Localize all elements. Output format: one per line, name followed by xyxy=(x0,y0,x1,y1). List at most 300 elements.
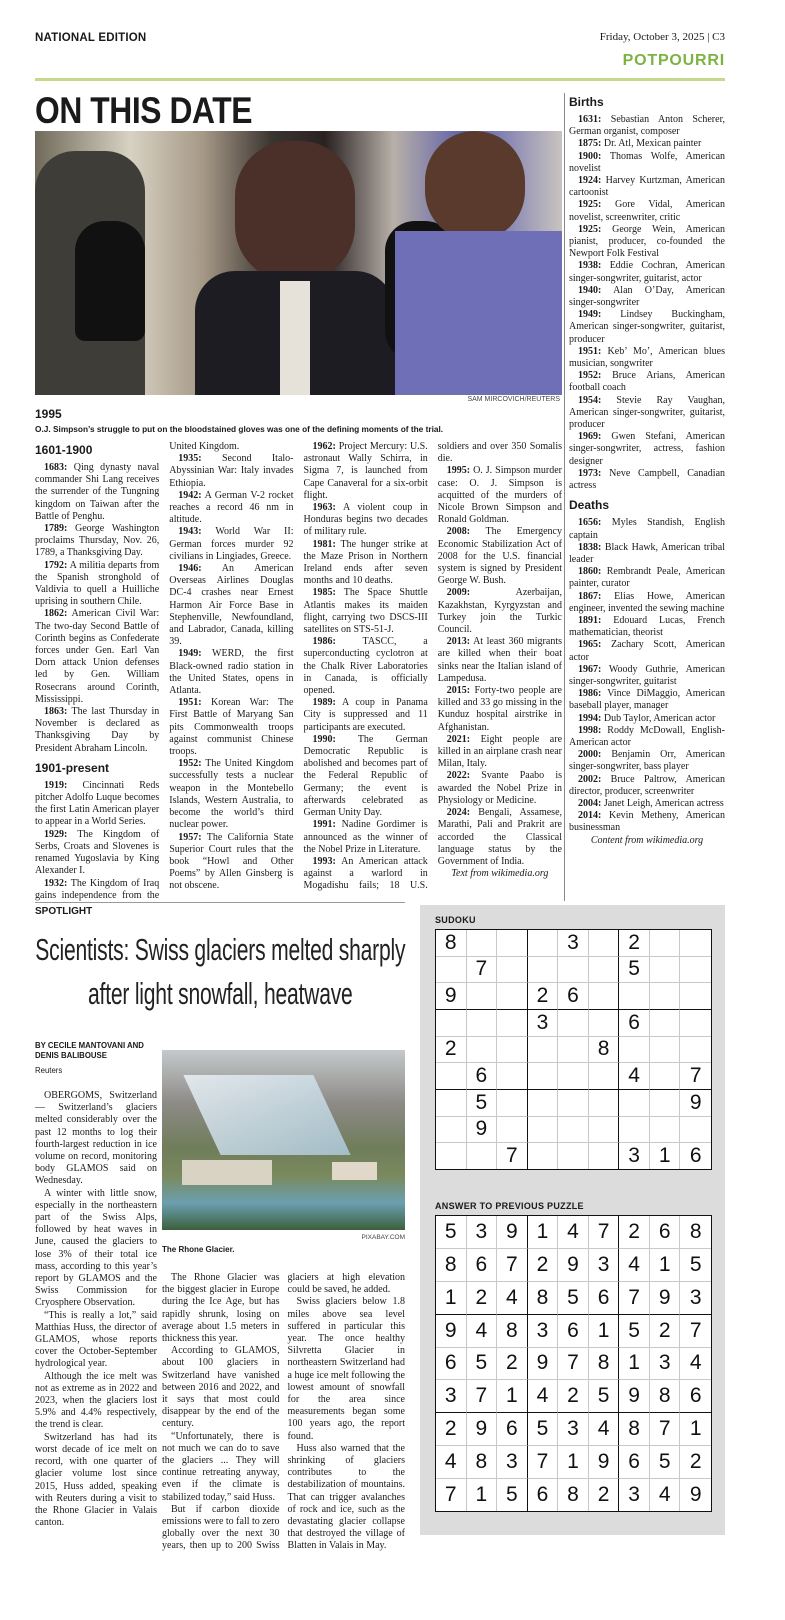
event-text: Harvey Kurtzman, American cartoonist xyxy=(569,175,725,199)
event-year: 1969: xyxy=(578,431,602,443)
sudoku-cell: 5 xyxy=(589,1380,620,1413)
event-entry xyxy=(438,770,562,807)
event-entry xyxy=(569,688,725,712)
event-entry xyxy=(169,697,293,758)
sudoku-cell[interactable] xyxy=(558,957,589,984)
event-year: 1954: xyxy=(578,394,602,406)
event-text: Nadine Gordimer is announced as the winner of the Nobel Prize in Literature. xyxy=(303,819,428,855)
event-text: Alan O’Day, American singer-songwriter xyxy=(569,284,726,309)
sudoku-cell: 9 xyxy=(528,1348,559,1381)
event-year: 1986: xyxy=(312,636,336,648)
sudoku-cell: 8 xyxy=(589,1348,620,1381)
event-entry xyxy=(569,713,725,725)
sudoku-cell: 7 xyxy=(680,1315,711,1348)
sudoku-cell[interactable] xyxy=(589,930,620,957)
sudoku-cell: 8 xyxy=(528,1282,559,1315)
event-entry xyxy=(569,260,725,284)
sudoku-grid xyxy=(435,929,712,1170)
sudoku-cell[interactable] xyxy=(650,983,681,1010)
sudoku-label: SUDOKU xyxy=(435,915,476,925)
sudoku-cell[interactable] xyxy=(680,983,711,1010)
event-text: Second Italo-Abyssinian War: Italy invades Ethiopia. xyxy=(169,453,294,489)
event-year: 2014: xyxy=(578,810,602,822)
sudoku-cell: 4 xyxy=(589,1413,620,1446)
sudoku-cell[interactable] xyxy=(436,1090,467,1117)
sudoku-cell: 7 xyxy=(589,1216,620,1249)
event-text: A violent coup in Honduras begins two decades of military rule. xyxy=(303,502,428,538)
event-year: 1875: xyxy=(578,138,602,150)
event-entry xyxy=(569,749,725,773)
event-text: George Washington proclaims Thursday, Nov. 26, 1789, a Thanksgiving Day. xyxy=(35,523,160,559)
sudoku-cell: 6 xyxy=(589,1282,620,1315)
event-text: The California State Superior Court rules that the book “Howl and Other Poems” by Allen Ginsberg is not obscene. xyxy=(169,831,294,892)
sudoku-cell: 5 xyxy=(467,1090,498,1117)
event-entry xyxy=(169,526,293,563)
event-text: Forty-two people are killed and 33 go missing in the Kunduz hospital airstrike in Afghanistan. xyxy=(437,685,562,733)
event-text: Korean War: The First Battle of Maryang San pits Commonwealth troops against communist Chinese troops. xyxy=(169,697,294,758)
sudoku-cell[interactable] xyxy=(558,1143,589,1169)
event-entry xyxy=(569,151,725,175)
event-entry xyxy=(438,734,562,771)
sudoku-cell: 9 xyxy=(497,1216,528,1249)
article-paragraph: The Rhone Glacier was the biggest glacier in Europe during the Ice Age, but has rapidly shrunk, losing on average about 1.5 meters in thickness this year. xyxy=(162,1272,280,1345)
sudoku-cell[interactable] xyxy=(497,930,528,957)
event-year: 1919: xyxy=(44,779,68,791)
sudoku-cell[interactable] xyxy=(558,1063,589,1090)
event-year: 1957: xyxy=(178,831,202,843)
sudoku-cell: 1 xyxy=(589,1315,620,1348)
sudoku-cell: 5 xyxy=(558,1282,589,1315)
sudoku-cell: 9 xyxy=(467,1117,498,1144)
event-entry xyxy=(304,502,428,539)
sudoku-cell: 5 xyxy=(497,1479,528,1511)
event-text: Eddie Cochran, American singer-songwriter, guitarist, actor xyxy=(569,260,725,284)
header-rule xyxy=(35,78,725,81)
sudoku-cell: 2 xyxy=(619,930,650,957)
sudoku-cell: 3 xyxy=(589,1249,620,1282)
event-year: 1656: xyxy=(578,517,602,529)
event-year: 2015: xyxy=(446,685,471,697)
event-text: Myles Standish, English captain xyxy=(569,517,725,541)
event-year: 1989: xyxy=(312,697,336,709)
event-entry xyxy=(569,664,725,688)
agency: Reuters xyxy=(35,1066,63,1075)
sudoku-cell: 9 xyxy=(619,1380,650,1413)
event-year: 1998: xyxy=(578,724,602,736)
sudoku-cell[interactable] xyxy=(467,1143,498,1169)
sudoku-cell[interactable] xyxy=(650,930,681,957)
event-text: Gore Vidal, American novelist, screenwriter, critic xyxy=(569,199,725,223)
sudoku-cell[interactable] xyxy=(497,1010,528,1037)
event-year: 1965: xyxy=(578,639,602,651)
sudoku-cell: 4 xyxy=(436,1446,467,1479)
event-text: O. J. Simpson murder case: O. J. Simpson is acquitted of the murders of Nicole Brown Simpson and Ronald Goldman. xyxy=(437,465,563,526)
event-year: 1925: xyxy=(578,199,602,211)
sudoku-cell[interactable] xyxy=(558,1090,589,1117)
sudoku-cell: 7 xyxy=(467,957,498,984)
event-text: Gwen Stefani, American singer-songwriter, actress, fashion designer xyxy=(569,431,725,467)
article-paragraph: A winter with little snow, especially in the northeastern part of the Swiss Alps, followed by heat waves in June, caused the glaciers to lose 3% of their total ice mass, according to this year’s report by GLAMOS and the Swiss Commission for Cryosphere Observation. xyxy=(35,1187,157,1309)
sudoku-cell[interactable] xyxy=(436,1143,467,1169)
event-year: 1995: xyxy=(446,465,471,477)
column-divider xyxy=(564,93,565,901)
sudoku-cell[interactable] xyxy=(436,1010,467,1037)
event-entry xyxy=(569,175,725,199)
event-entry xyxy=(569,138,725,150)
sudoku-cell[interactable] xyxy=(650,957,681,984)
event-entry xyxy=(569,517,725,541)
sudoku-cell: 6 xyxy=(497,1413,528,1446)
event-year: 1943: xyxy=(178,526,202,538)
event-text: The Kingdom of Serbs, Croats and Slovenes is renamed Yugoslavia by King Alexander I. xyxy=(35,828,160,877)
event-entry xyxy=(569,224,725,261)
event-entry xyxy=(35,780,159,829)
event-year: 1985: xyxy=(312,587,336,599)
event-entry xyxy=(569,566,725,590)
sudoku-cell[interactable] xyxy=(589,1090,620,1117)
event-entry xyxy=(569,395,725,432)
sudoku-cell[interactable] xyxy=(619,1117,650,1144)
event-text: The Kingdom of Iraq gains independence from the United Kingdom. xyxy=(35,441,240,901)
sudoku-cell: 6 xyxy=(467,1249,498,1282)
sudoku-cell: 6 xyxy=(467,1063,498,1090)
event-year: 1951: xyxy=(178,697,202,709)
sudoku-cell: 8 xyxy=(436,1249,467,1282)
sudoku-cell[interactable] xyxy=(650,1117,681,1144)
event-year: 2008: xyxy=(446,526,471,538)
event-text: Neve Campbell, Canadian actress xyxy=(569,467,726,492)
sudoku-cell: 2 xyxy=(467,1282,498,1315)
event-entry xyxy=(569,542,725,566)
sudoku-cell[interactable] xyxy=(528,930,559,957)
event-text: The last Thursday in November is declared as Thanksgiving Day by President Abraham Lincoln. xyxy=(35,706,160,754)
sudoku-cell[interactable] xyxy=(528,1117,559,1144)
sudoku-cell[interactable] xyxy=(497,1063,528,1090)
sudoku-cell[interactable] xyxy=(589,957,620,984)
event-text: Project Mercury: U.S. astronaut Wally Schirra, in Sigma 7, is launched from Cape Canaveral for a six-orbit flight. xyxy=(303,441,428,501)
event-year: 2024: xyxy=(446,807,471,819)
event-year: 1631: xyxy=(578,114,602,125)
sudoku-cell[interactable] xyxy=(650,1010,681,1037)
event-text: Cincinnati Reds pitcher Adolfo Luque becomes the first Latin American player to appear in a World Series. xyxy=(35,779,160,828)
rhone-glacier-photo xyxy=(162,1050,405,1230)
sudoku-cell: 8 xyxy=(436,930,467,957)
event-entry xyxy=(304,539,428,588)
sudoku-cell: 2 xyxy=(650,1315,681,1348)
page-date: Friday, October 3, 2025 | C3 xyxy=(599,31,725,43)
sudoku-cell: 2 xyxy=(619,1216,650,1249)
sudoku-cell[interactable] xyxy=(528,957,559,984)
sudoku-cell[interactable] xyxy=(558,1117,589,1144)
photo-credit: SAM MIRCOVICH/REUTERS xyxy=(467,396,560,403)
sudoku-cell[interactable] xyxy=(467,1037,498,1064)
event-text: Bruce Arians, American football coach xyxy=(569,370,725,394)
section-heading: Deaths xyxy=(569,498,610,513)
article-paragraph: “Unfortunately, there is not much we can do to save the glaciers ... They will continue retreating anyway, even if the climate is stabilized today,” said Huss. xyxy=(162,1430,280,1503)
event-text: An American Overseas Airlines Douglas DC-4 crashes near Ernest Harmon Air Force Base in Stephenville, Newfoundland, and Labrador, Canada, killing 39. xyxy=(169,563,294,648)
sudoku-cell: 5 xyxy=(467,1348,498,1381)
sudoku-cell[interactable] xyxy=(436,1063,467,1090)
event-year: 1900: xyxy=(578,150,602,162)
event-text: A German V-2 rocket reaches a record 46 nm in altitude. xyxy=(169,489,294,526)
event-year: 2002: xyxy=(578,773,602,785)
event-text: Rembrandt Peale, American painter, curator xyxy=(569,566,726,590)
sudoku-cell: 6 xyxy=(436,1348,467,1381)
sudoku-cell: 3 xyxy=(528,1315,559,1348)
event-year: 1962: xyxy=(312,441,336,452)
event-text: An American attack against a warlord in Mogadishu fails; 18 U.S. soldiers and over 350 Somalis die. xyxy=(303,441,562,892)
event-year: 1946: xyxy=(178,563,202,575)
event-entry xyxy=(35,608,159,706)
sudoku-cell: 3 xyxy=(528,1010,559,1037)
event-year: 1942: xyxy=(178,489,202,501)
event-text: Woody Guthrie, American singer-songwriter, guitarist xyxy=(569,663,725,687)
sudoku-cell: 3 xyxy=(619,1143,650,1169)
event-entry xyxy=(569,774,725,798)
sudoku-cell[interactable] xyxy=(680,1037,711,1064)
event-year: 1940: xyxy=(578,284,602,296)
event-entry xyxy=(304,636,428,697)
sudoku-cell[interactable] xyxy=(589,1143,620,1169)
article-paragraph: According to GLAMOS, about 100 glaciers in Switzerland have vanished between 2016 and 2022, and it says that most could disappear by the end of the century. xyxy=(162,1345,280,1430)
sudoku-cell: 4 xyxy=(650,1479,681,1511)
sudoku-cell: 3 xyxy=(558,1413,589,1446)
event-text: A militia departs from the Spanish stronghold of Valdivia to quell a Huilliche uprising in southern Chile. xyxy=(35,559,160,608)
event-entry xyxy=(304,734,428,819)
caption-year: 1995 xyxy=(35,407,62,421)
event-entry xyxy=(569,346,725,370)
article-paragraph: Swiss glaciers below 1.8 miles above sea level suffered in particular this year. The once healthy Silvretta Glacier in northeastern Switzerland had a huge ice melt following the lowest amount of snowfall for the area since measurements began some 100 years ago, the report found. xyxy=(287,1296,405,1442)
sudoku-cell[interactable] xyxy=(680,1117,711,1144)
event-text: Svante Paabo is awarded the Nobel Prize in Physiology or Medicine. xyxy=(437,770,563,806)
event-entry xyxy=(35,706,159,755)
sudoku-cell: 6 xyxy=(680,1380,711,1413)
event-year: 1949: xyxy=(578,309,602,321)
event-year: 1938: xyxy=(578,260,602,272)
event-year: 1862: xyxy=(44,608,68,620)
sudoku-cell: 8 xyxy=(680,1216,711,1249)
event-entry xyxy=(35,560,159,609)
event-entry xyxy=(169,832,293,893)
event-text: Kevin Metheny, American businessman xyxy=(569,810,725,834)
event-year: 1891: xyxy=(578,614,602,626)
article-column-1 xyxy=(35,1090,157,1529)
event-text: The Space Shuttle Atlantis makes its maiden flight, carrying two DSCS-III satellites on STS-51-J. xyxy=(303,587,428,636)
sudoku-cell: 2 xyxy=(497,1348,528,1381)
event-year: 1789: xyxy=(44,523,68,535)
sudoku-cell[interactable] xyxy=(650,1063,681,1090)
sudoku-cell: 8 xyxy=(558,1479,589,1511)
sudoku-cell: 8 xyxy=(619,1413,650,1446)
sudoku-cell[interactable] xyxy=(558,1037,589,1064)
event-text: Dr. Atl, Mexican painter xyxy=(603,138,702,150)
event-entry xyxy=(304,587,428,636)
sudoku-cell: 3 xyxy=(467,1216,498,1249)
sudoku-cell[interactable] xyxy=(528,1063,559,1090)
sudoku-cell[interactable] xyxy=(528,1090,559,1117)
event-entry xyxy=(569,431,725,468)
event-year: 1986: xyxy=(578,688,602,700)
sudoku-cell[interactable] xyxy=(497,1037,528,1064)
event-text: Bruce Paltrow, American director, producer, screenwriter xyxy=(569,773,725,797)
sudoku-cell[interactable] xyxy=(680,1010,711,1037)
event-entry xyxy=(169,453,293,490)
sudoku-cell: 7 xyxy=(680,1063,711,1090)
trial-photo xyxy=(35,131,562,395)
event-entry xyxy=(438,526,562,587)
article-paragraph: OBERGOMS, Switzerland — Switzerland’s glaciers melted considerably over the past 12 months to log their fourth-largest reduction in ice volume on record, monitoring body GLAMOS said on Wednesday. xyxy=(35,1090,157,1187)
event-entry xyxy=(304,697,428,734)
sudoku-cell[interactable] xyxy=(467,930,498,957)
event-year: 2013: xyxy=(446,636,471,648)
sudoku-cell: 3 xyxy=(558,930,589,957)
sudoku-cell: 5 xyxy=(436,1216,467,1249)
event-entry xyxy=(169,758,293,831)
sudoku-cell: 1 xyxy=(558,1446,589,1479)
event-year: 2021: xyxy=(446,733,471,745)
sudoku-cell: 9 xyxy=(558,1249,589,1282)
sudoku-cell: 7 xyxy=(436,1479,467,1511)
sudoku-cell: 8 xyxy=(589,1037,620,1064)
sudoku-cell: 7 xyxy=(528,1446,559,1479)
event-year: 2009: xyxy=(446,587,471,599)
sudoku-cell[interactable] xyxy=(589,983,620,1010)
sudoku-cell[interactable] xyxy=(619,1037,650,1064)
sudoku-cell[interactable] xyxy=(619,1090,650,1117)
sudoku-cell: 9 xyxy=(680,1090,711,1117)
event-entry xyxy=(169,490,293,527)
event-text: Keb’ Mo’, American blues musician, songwriter xyxy=(569,345,726,370)
sudoku-cell: 5 xyxy=(619,1315,650,1348)
sudoku-cell: 5 xyxy=(650,1446,681,1479)
sudoku-cell: 7 xyxy=(467,1380,498,1413)
sudoku-cell: 1 xyxy=(467,1479,498,1511)
event-entry xyxy=(438,465,562,526)
sudoku-cell[interactable] xyxy=(467,983,498,1010)
event-entry xyxy=(569,370,725,394)
answer-grid xyxy=(435,1215,712,1512)
headline-text: Scientists: Swiss glaciers melted sharply after light snowfall, heatwave xyxy=(35,932,406,1011)
event-entry xyxy=(569,615,725,639)
event-entry xyxy=(569,591,725,615)
event-year: 1994: xyxy=(578,712,602,724)
sudoku-cell[interactable] xyxy=(528,1037,559,1064)
event-text: Edouard Lucas, French mathematician, theorist xyxy=(569,614,725,639)
sudoku-cell[interactable] xyxy=(467,1010,498,1037)
event-year: 1990: xyxy=(312,733,336,745)
spotlight-rule xyxy=(35,902,405,903)
photo-caption: The Rhone Glacier. xyxy=(162,1245,235,1254)
sudoku-cell: 1 xyxy=(619,1348,650,1381)
sudoku-cell: 7 xyxy=(497,1143,528,1169)
event-year: 1952: xyxy=(178,758,202,770)
event-entry xyxy=(169,563,293,648)
sudoku-cell: 1 xyxy=(680,1413,711,1446)
event-text: American Civil War: The two-day Second Battle of Corinth begins as Confederate forces under Gen. Earl Van Dorn attack Union defenses led by Gen. William Rosecrans around Corinth, Mississippi. xyxy=(35,608,160,705)
sudoku-cell[interactable] xyxy=(650,1090,681,1117)
sudoku-cell: 4 xyxy=(528,1380,559,1413)
event-year: 1792: xyxy=(44,559,68,571)
sudoku-cell[interactable] xyxy=(680,930,711,957)
event-year: 1967: xyxy=(578,663,602,675)
event-year: 1993: xyxy=(312,855,336,867)
sudoku-cell: 3 xyxy=(619,1479,650,1511)
article-columns xyxy=(162,1272,405,1553)
on-this-date-events xyxy=(35,441,562,902)
event-text: A coup in Panama City is suppressed and 11 participants are executed. xyxy=(303,697,428,733)
event-entry xyxy=(569,639,725,663)
sudoku-cell: 6 xyxy=(689,1144,702,1168)
sudoku-cell[interactable] xyxy=(436,1117,467,1144)
event-text: Benjamin Orr, American singer-songwriter, bass player xyxy=(569,749,725,773)
section-title: POTPOURRI xyxy=(622,52,725,69)
sudoku-cell[interactable] xyxy=(680,957,711,984)
byline: BY CECILE MANTOVANI AND DENIS BALIBOUSE xyxy=(35,1041,144,1060)
event-text: World War II: German forces murder 92 civilians in Lingiades, Greece. xyxy=(169,526,294,562)
event-year: 1929: xyxy=(44,828,68,840)
sudoku-cell: 1 xyxy=(497,1380,528,1413)
sudoku-cell: 3 xyxy=(497,1446,528,1479)
event-year: 2004: xyxy=(578,797,602,809)
section-heading: 1901-present xyxy=(35,760,110,775)
sudoku-cell[interactable] xyxy=(497,1117,528,1144)
sudoku-cell: 3 xyxy=(650,1348,681,1381)
sudoku-cell[interactable] xyxy=(497,1090,528,1117)
event-text: Black Hawk, American tribal leader xyxy=(569,541,726,565)
sudoku-cell[interactable] xyxy=(497,983,528,1010)
sudoku-cell: 8 xyxy=(497,1315,528,1348)
event-year: 2022: xyxy=(446,770,471,782)
event-entry xyxy=(438,807,562,868)
event-entry xyxy=(569,798,725,810)
event-entry xyxy=(569,199,725,223)
event-year: 1951: xyxy=(578,345,602,357)
event-year: 1867: xyxy=(578,590,602,602)
event-entry xyxy=(569,285,725,309)
sudoku-cell: 6 xyxy=(650,1216,681,1249)
event-entry xyxy=(569,725,725,749)
event-year: 1924: xyxy=(578,175,602,187)
answer-label: ANSWER TO PREVIOUS PUZZLE xyxy=(435,1201,584,1211)
sudoku-cell: 8 xyxy=(650,1380,681,1413)
sudoku-cell[interactable] xyxy=(589,1117,620,1144)
sudoku-cell: 4 xyxy=(619,1249,650,1282)
event-year: 1935: xyxy=(178,453,202,465)
sudoku-cell: 2 xyxy=(528,983,559,1010)
sudoku-cell: 2 xyxy=(558,1380,589,1413)
sudoku-cell[interactable] xyxy=(528,1143,559,1169)
sudoku-cell: 5 xyxy=(680,1249,711,1282)
event-text: Azerbaijan, Kazakhstan, Kyrgyzstan and Turkey join the Turkic Council. xyxy=(437,587,562,636)
sudoku-cell[interactable] xyxy=(650,1037,681,1064)
source-note: Text from wikimedia.org xyxy=(451,868,549,880)
sudoku-cell: 9 xyxy=(650,1282,681,1315)
sudoku-cell[interactable] xyxy=(589,1063,620,1090)
article-paragraph: “This is really a lot,” said Matthias Huss, the director of GLAMOS, whose reports cover the October-September hydrological year. xyxy=(35,1309,157,1370)
article-paragraph: But if carbon dioxide emissions were to fall to zero globally over the next 30 years, then up to 200 Swiss glaciers at high elevation could be saved, he added. xyxy=(162,1272,405,1552)
sudoku-cell[interactable] xyxy=(589,1010,620,1037)
sudoku-cell[interactable] xyxy=(558,1010,589,1037)
event-year: 1963: xyxy=(312,502,336,514)
sudoku-cell: 9 xyxy=(589,1446,620,1479)
event-year: 1981: xyxy=(312,538,336,550)
article-paragraph: Switzerland has had its worst decade of ice melt on record, with one quarter of glacier volume lost since 2015, Huss added, speaking with Reuters during a visit to the Rhone Glacier in Valais canton. xyxy=(35,1431,157,1529)
spotlight-label: SPOTLIGHT xyxy=(35,906,93,917)
sudoku-cell[interactable] xyxy=(436,957,467,984)
sudoku-cell[interactable] xyxy=(619,983,650,1010)
event-text: At least 360 migrants are killed when their boat sinks near the Italian island of Lampedusa. xyxy=(437,636,562,684)
sudoku-cell[interactable] xyxy=(497,957,528,984)
